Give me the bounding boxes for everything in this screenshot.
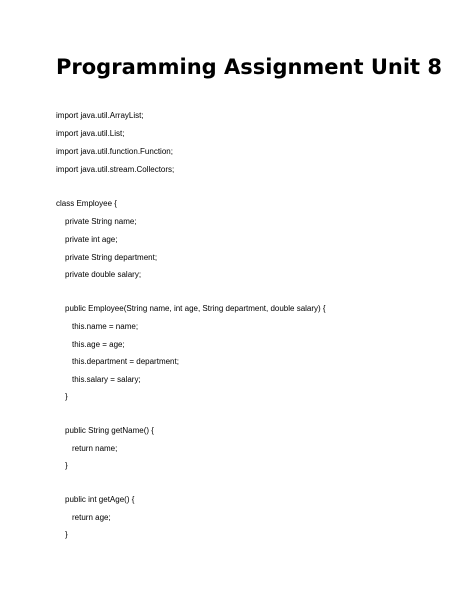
code-line: this.name = name;: [72, 322, 139, 331]
document-title: Programming Assignment Unit 8: [56, 55, 443, 79]
code-line: }: [65, 461, 68, 470]
code-line: import java.util.stream.Collectors;: [56, 165, 175, 174]
code-line: }: [65, 530, 68, 539]
code-line: }: [65, 392, 68, 401]
code-line: import java.util.List;: [56, 129, 125, 138]
code-line: this.department = department;: [72, 357, 179, 366]
code-line: public String getName() {: [65, 426, 154, 435]
code-line: private double salary;: [65, 270, 142, 279]
code-line: private String department;: [65, 253, 158, 262]
code-line: private String name;: [65, 217, 137, 226]
code-line: private int age;: [65, 235, 118, 244]
code-line: return name;: [72, 444, 118, 453]
code-line: import java.util.ArrayList;: [56, 111, 144, 120]
code-line: import java.util.function.Function;: [56, 147, 173, 156]
code-line: this.salary = salary;: [72, 375, 141, 384]
code-line: public int getAge() {: [65, 495, 135, 504]
code-line: return age;: [72, 513, 111, 522]
code-line: public Employee(String name, int age, String department, double salary) {: [65, 304, 326, 313]
code-line: this.age = age;: [72, 340, 125, 349]
code-line: class Employee {: [56, 199, 117, 208]
